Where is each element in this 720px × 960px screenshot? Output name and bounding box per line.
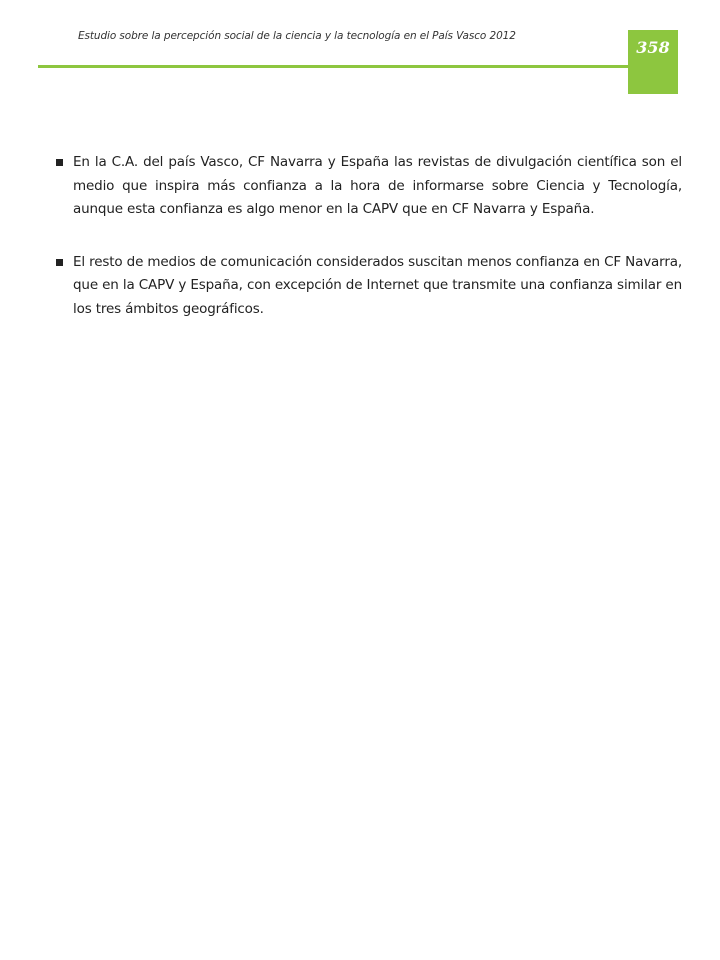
bullet-text: En la C.A. del país Vasco, CF Navarra y España las revistas de divulgación científica son el medio que inspira más confianza a la hora de informarse sobre Ciencia y Tecnología, aunque esta confianza es algo menor en la CAPV que en CF Navarra y España. [73, 154, 682, 217]
bullet-text: El resto de medios de comunicación considerados suscitan menos confianza en CF Navarra, que en la CAPV y España, con excepción de Internet que transmite una confianza similar en los tres ámbitos geográficos. [73, 253, 682, 317]
bullet-item [56, 151, 682, 222]
page-number-badge [628, 30, 678, 94]
page-header-title: Estudio sobre la percepción social de la ciencia y la tecnología en el País Vasco 2012 [78, 30, 516, 42]
page-number: 358 [636, 38, 670, 57]
bullet-list [56, 151, 682, 321]
header-divider [38, 65, 630, 68]
square-bullet-icon [56, 159, 63, 166]
square-bullet-icon [56, 259, 63, 266]
bullet-item [56, 251, 682, 322]
